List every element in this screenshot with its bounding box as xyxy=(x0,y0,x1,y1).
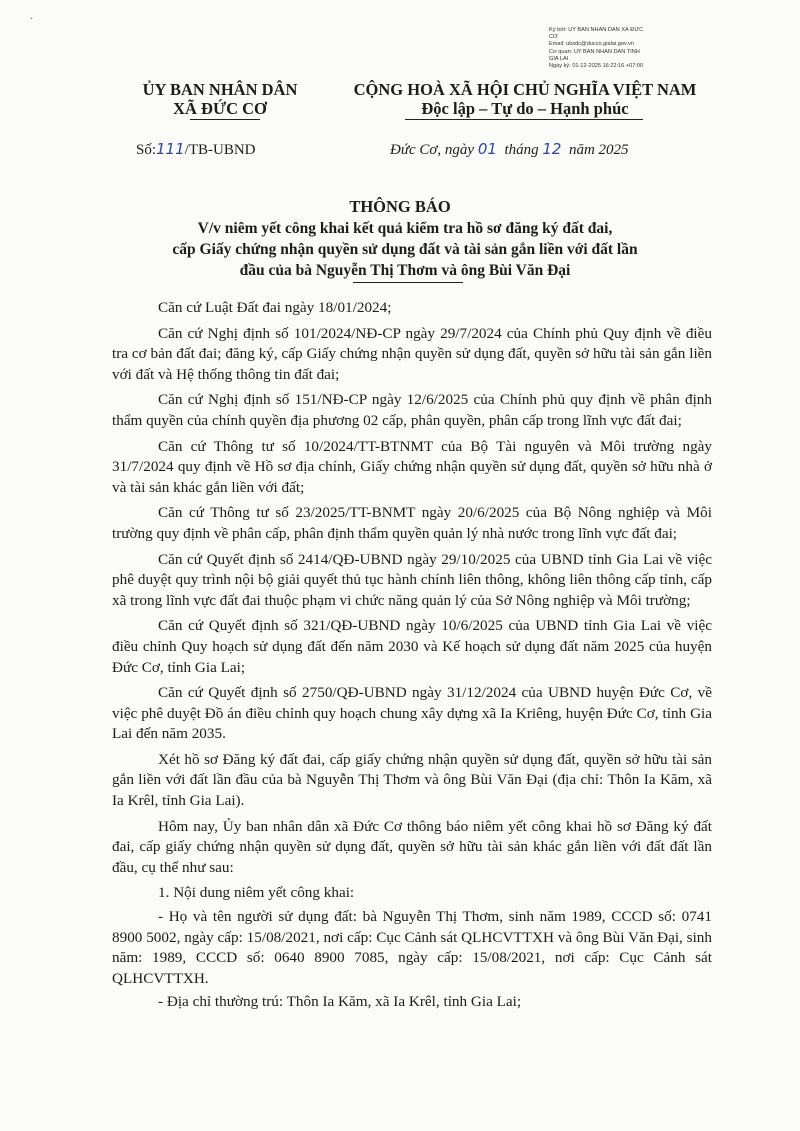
document-title: THÔNG BÁO xyxy=(349,197,451,216)
paragraph-land-user-info: - Họ và tên người sử dụng đất: bà Nguyễn Thị Thơm, sinh năm 1989, CCCD số: 0741 8900 5002, ngày cấp: 15/08/2021, nơi cấp: Cục Cảnh sát QLHCVTTXH và ông Bùi Văn Đại, sinh năm: 1989, CCCD số: 0640 8900 7085, ngày cấp: 15/08/2021, nơi cấp: Cục Cảnh sát QLHCVTTXH. xyxy=(112,908,712,987)
date-year: năm 2025 xyxy=(568,142,629,158)
paragraph-review: Xét hồ sơ Đăng ký đất đai, cấp giấy chứng nhận quyền sử dụng đất, quyền sở hữu tài sản gắn liền với đất lần đầu của bà Nguyễn Thị Thơm và ông Bùi Văn Đại (địa chỉ: Thôn Ia Kăm, xã Ia Krêl, tỉnh Gia Lai). xyxy=(112,750,712,810)
paragraph-decision-2750: Căn cứ Quyết định số 2750/QĐ-UBND ngày 31/12/2024 của UBND huyện Đức Cơ, về việc phê duyệt Đồ án điều chỉnh quy hoạch chung xây dựng xã Ia Kriêng, huyện Đức Cơ, tỉnh Gia Lai đến năm 2035. xyxy=(112,684,712,743)
agency-underline xyxy=(190,119,260,120)
agency-line-1: ỦY BAN NHÂN DÂN xyxy=(142,80,298,99)
document-date xyxy=(390,140,629,159)
signature-line: Ngày ký: 01-12-2025 16:22:16 +07:00 xyxy=(549,63,644,70)
date-month-handwritten: 12 xyxy=(542,140,562,158)
nation-title: CỘNG HOÀ XÃ HỘI CHỦ NGHĨA VIỆT NAM xyxy=(353,80,697,99)
paragraph-announcement: Hôm nay, Ủy ban nhân dân xã Đức Cơ thông báo niêm yết công khai hồ sơ Đăng ký đất đai, cấp giấy chứng nhận quyền sử dụng đất, quyền sở hữu tài sản khác gắn liền với đất đất lần đầu, cụ thể như sau: xyxy=(112,817,712,876)
subject-underline xyxy=(353,282,463,283)
document-subject xyxy=(110,218,700,281)
motto-underline xyxy=(405,119,643,120)
corner-mark: · xyxy=(30,14,34,25)
digital-signature-stamp xyxy=(549,27,729,70)
date-place: Đức Cơ, ngày xyxy=(390,142,475,158)
national-header xyxy=(330,80,720,118)
subject-line-2: cấp Giấy chứng nhận quyền sử dụng đất và tài sản gắn liền với đất lần xyxy=(172,241,638,258)
paragraph-decree-151: Căn cứ Nghị định số 151/NĐ-CP ngày 12/6/2025 của Chính phủ quy định về phân định thẩm quyền của chính quyền địa phương 02 cấp, phân quyền, phân cấp trong lĩnh vực đất đai; xyxy=(112,391,712,429)
paragraph-circular-10: Căn cứ Thông tư số 10/2024/TT-BTNMT của Bộ Tài nguyên và Môi trường ngày 31/7/2024 quy định về Hồ sơ địa chính, Giấy chứng nhận quyền sử dụng đất, quyền sở hữu nhà ở và tài sản khác gắn liền với đất; xyxy=(112,437,712,496)
paragraph-decree-101: Căn cứ Nghị định số 101/2024/NĐ-CP ngày 29/7/2024 của Chính phủ Quy định về điều tra cơ bản đất đai; đăng ký, cấp Giấy chứng nhận quyền sử dụng đất, quyền sở hữu tài sản gắn liền với đất và Hệ thống thông tin đất đai; xyxy=(112,324,712,383)
signature-line: CƠ xyxy=(549,34,558,41)
date-month-label: tháng xyxy=(504,142,539,158)
date-day-handwritten: 01 xyxy=(477,140,497,158)
document-number xyxy=(136,140,256,159)
paragraph-legal-basis-land-law: Căn cứ Luật Đất đai ngày 18/01/2024; xyxy=(158,299,392,316)
signature-line: Email: ubxdc@ducco.gialai.gov.vn xyxy=(549,41,634,48)
paragraph-decision-321: Căn cứ Quyết định số 321/QĐ-UBND ngày 10/6/2025 của UBND tỉnh Gia Lai về việc điều chỉnh Quy hoạch sử dụng đất đến năm 2030 và Kế hoạch sử dụng đất năm 2025 của huyện Đức Cơ, tỉnh Gia Lai; xyxy=(112,617,712,676)
doc-number-prefix: Số: xyxy=(136,142,157,158)
signature-line: Ký bởi: ỦY BAN NHÂN DÂN XÃ ĐỨC xyxy=(549,27,644,33)
section-heading-posting-content: 1. Nội dung niêm yết công khai: xyxy=(158,884,355,902)
subject-line-3: đầu của bà Nguyễn Thị Thơm và ông Bùi Văn Đại xyxy=(239,262,571,279)
issuing-agency xyxy=(120,80,320,118)
paragraph-decision-2414: Căn cứ Quyết định số 2414/QĐ-UBND ngày 29/10/2025 của UBND tỉnh Gia Lai về việc phê duyệt quy trình nội bộ giải quyết thủ tục hành chính liên thông, không liên thông cấp tỉnh, cấp xã trong lĩnh vực đất đai thuộc phạm vi chức năng quản lý của Sở Nông nghiệp và Môi trường; xyxy=(112,550,712,609)
subject-line-1: V/v niêm yết công khai kết quả kiểm tra hồ sơ đăng ký đất đai, xyxy=(197,220,613,237)
paragraph-permanent-address: - Địa chỉ thường trú: Thôn Ia Kăm, xã Ia Krêl, tỉnh Gia Lai; xyxy=(158,993,522,1011)
signature-line: Cơ quan: ỦY BAN NHÂN DÂN TỈNH xyxy=(549,48,640,55)
doc-number-suffix: /TB-UBND xyxy=(184,142,256,158)
doc-number-handwritten: 111 xyxy=(156,140,185,158)
paragraph-circular-23: Căn cứ Thông tư số 23/2025/TT-BNMT ngày 20/6/2025 của Bộ Nông nghiệp và Môi trường quy định về phân cấp, phân định thẩm quyền quản lý nhà nước trong lĩnh vực đất đai; xyxy=(112,504,712,542)
nation-motto: Độc lập – Tự do – Hạnh phúc xyxy=(421,99,629,118)
agency-line-2: XÃ ĐỨC CƠ xyxy=(173,99,267,118)
document-body xyxy=(112,298,712,1016)
signature-line: GIA LAI xyxy=(549,55,569,62)
